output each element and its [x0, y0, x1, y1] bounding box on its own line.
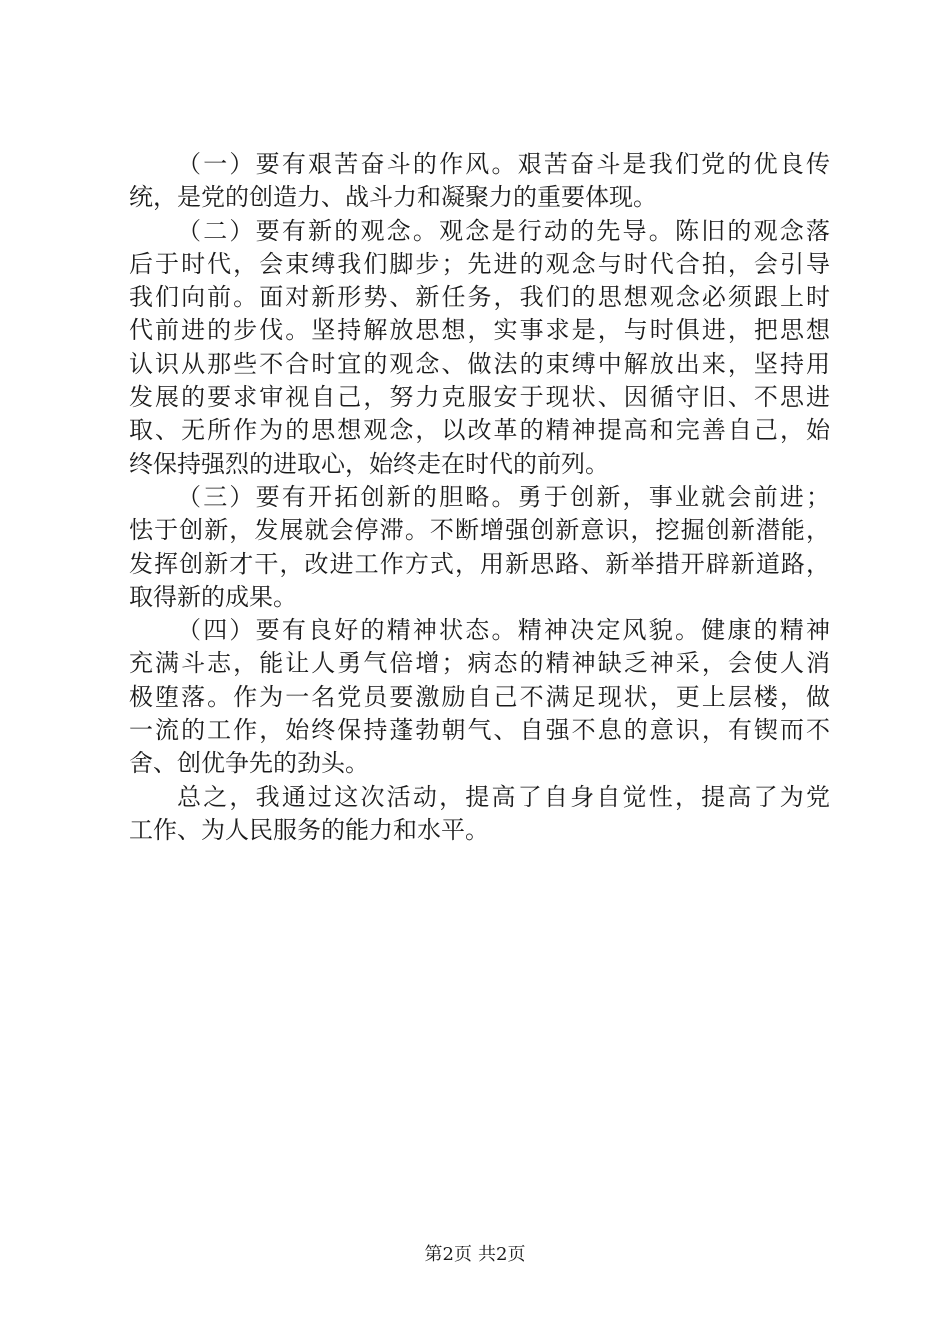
page-number: 第2页 [424, 1244, 472, 1265]
paragraph-5 [129, 781, 830, 848]
paragraph-line: 发展的要求审视自己，努力克服安于现状、因循守旧、不思进 [129, 383, 830, 412]
paragraph-line: 代前进的步伐。坚持解放思想，实事求是，与时俱进，把思想 [129, 316, 830, 345]
paragraph-line: 我们向前。面对新形势、新任务，我们的思想观念必须跟上时 [129, 283, 830, 312]
paragraph-line: （四）要有良好的精神状态。精神决定风貌。健康的精神 [177, 616, 830, 645]
paragraph-3 [129, 481, 830, 614]
paragraph-line: 统，是党的创造力、战斗力和凝聚力的重要体现。 [129, 183, 657, 212]
paragraph-4 [129, 614, 830, 780]
paragraph-line: 发挥创新才干，改进工作方式，用新思路、新举措开辟新道路， [129, 549, 830, 578]
page-footer [0, 1243, 950, 1267]
paragraph-line: （一）要有艰苦奋斗的作风。艰苦奋斗是我们党的优良传 [177, 150, 830, 178]
paragraph-1 [129, 148, 830, 215]
paragraph-line: 总之，我通过这次活动，提高了自身自觉性，提高了为党 [177, 782, 830, 811]
paragraph-line: 取、无所作为的思想观念，以改革的精神提高和完善自己，始 [129, 416, 830, 445]
paragraph-line: 舍、创优争先的劲头。 [129, 749, 369, 778]
paragraph-line: 一流的工作，始终保持蓬勃朝气、自强不息的意识，有锲而不 [129, 716, 830, 745]
paragraph-line: 终保持强烈的进取心，始终走在时代的前列。 [129, 449, 609, 478]
paragraph-line: 工作、为人民服务的能力和水平。 [129, 815, 489, 844]
paragraph-line: 极堕落。作为一名党员要激励自己不满足现状，更上层楼，做 [129, 682, 830, 711]
paragraph-line: 取得新的成果。 [129, 582, 297, 611]
paragraph-line: 后于时代，会束缚我们脚步；先进的观念与时代合拍，会引导 [129, 249, 830, 278]
page-total: 共2页 [478, 1244, 526, 1265]
paragraph-line: 怯于创新，发展就会停滞。不断增强创新意识，挖掘创新潜能， [129, 516, 830, 545]
paragraph-line: （三）要有开拓创新的胆略。勇于创新，事业就会前进； [177, 482, 830, 511]
paragraph-line: （二）要有新的观念。观念是行动的先导。陈旧的观念落 [177, 216, 830, 245]
document-body [129, 148, 830, 847]
paragraph-2 [129, 215, 830, 481]
paragraph-line: 充满斗志，能让人勇气倍增；病态的精神缺乏神采，会使人消 [129, 649, 830, 678]
paragraph-line: 认识从那些不合时宜的观念、做法的束缚中解放出来，坚持用 [129, 349, 830, 378]
